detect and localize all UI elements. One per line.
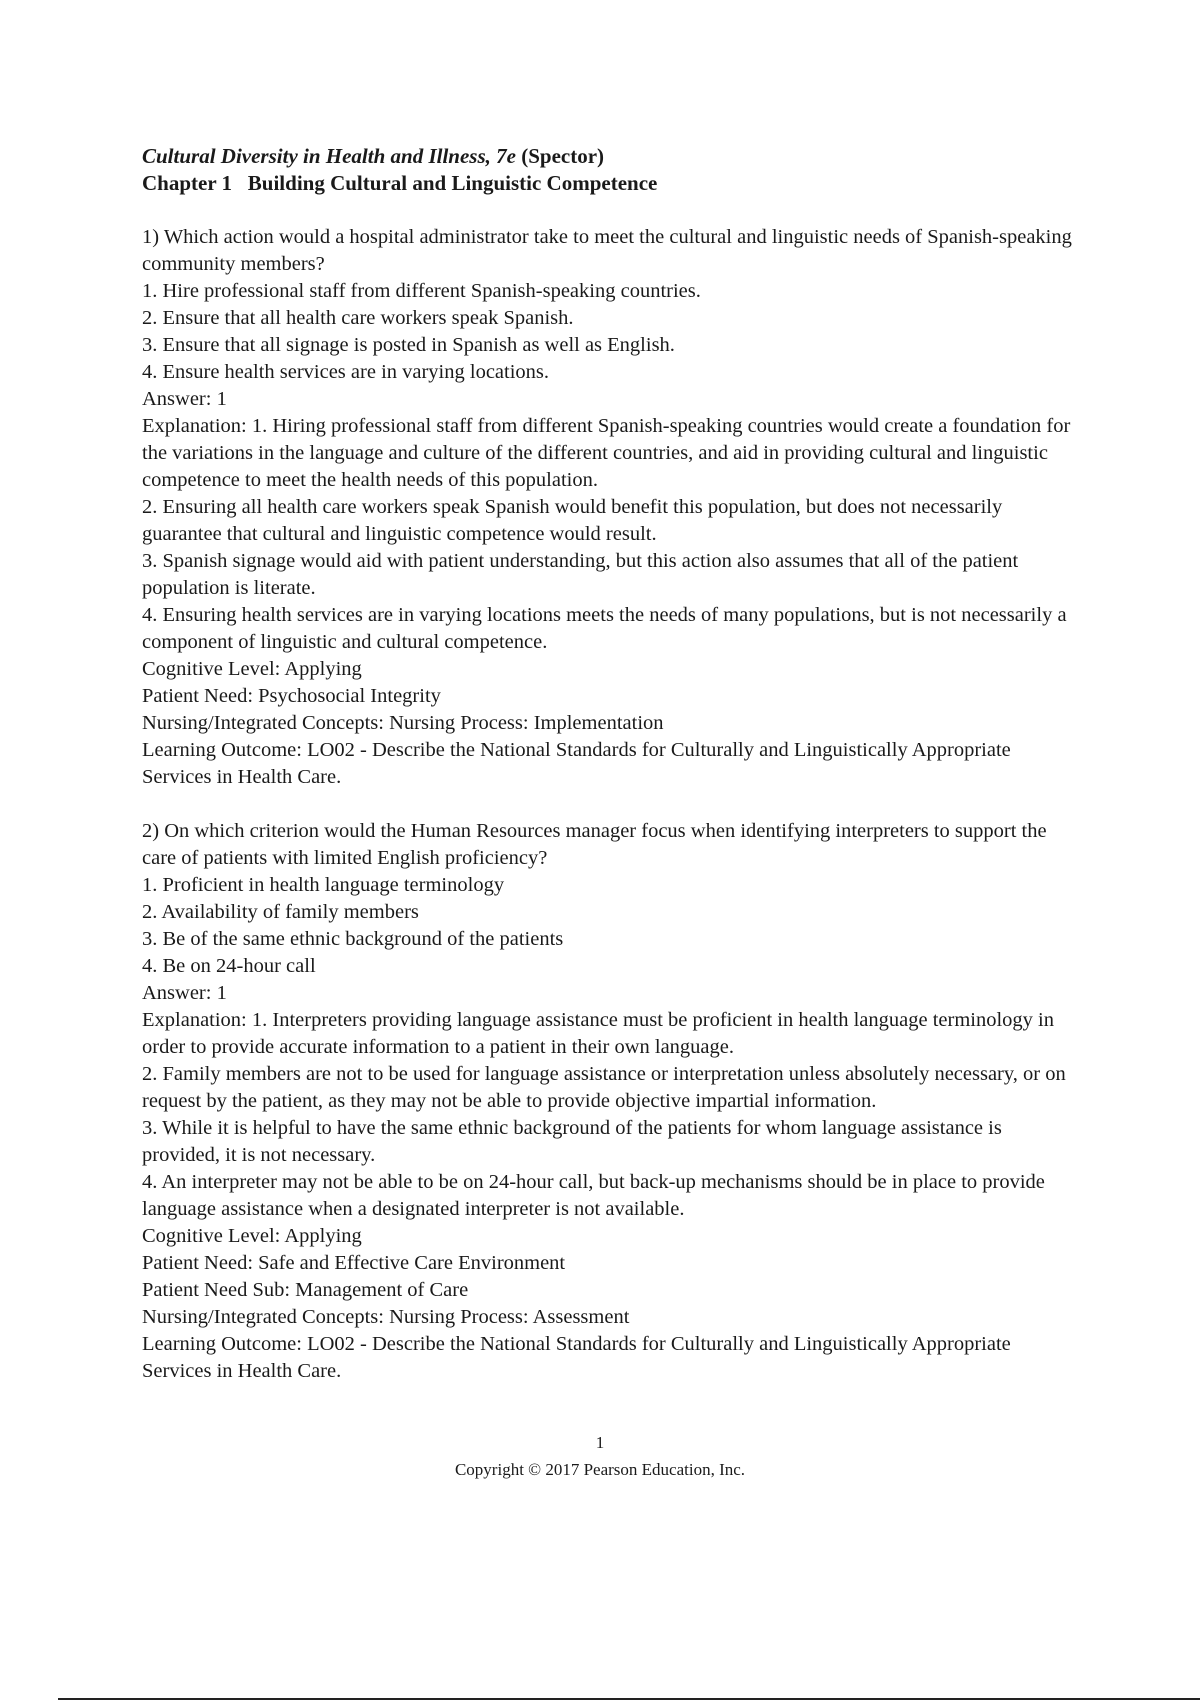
explanation-paragraph: 2. Family members are not to be used for language assistance or interpretation unless absolutely necessary, or on request by the patient, as they may not be able to provide objective impartial information. xyxy=(142,1063,1066,1112)
book-author: (Spector) xyxy=(521,144,605,168)
meta-nursing-concepts: Nursing/Integrated Concepts: Nursing Process: Assessment xyxy=(142,1306,630,1328)
book-title: Cultural Diversity in Health and Illness, 7e xyxy=(142,144,516,168)
meta-patient-need: Patient Need: Safe and Effective Care Environment xyxy=(142,1252,566,1274)
answer-key: Answer: 1 xyxy=(142,388,227,410)
meta-learning-outcome: Learning Outcome: LO02 - Describe the National Standards for Culturally and Linguistically Appropriate Services in Health Care. xyxy=(142,1333,1011,1382)
question-1 xyxy=(142,224,1072,791)
meta-patient-need-sub: Patient Need Sub: Management of Care xyxy=(142,1279,469,1301)
explanation-paragraph: 4. An interpreter may not be able to be on 24-hour call, but back-up mechanisms should be in place to provide language assistance when a designated interpreter is not available. xyxy=(142,1171,1045,1220)
explanation-paragraph: 2. Ensuring all health care workers speak Spanish would benefit this population, but does not necessarily guarantee that cultural and linguistic competence would result. xyxy=(142,496,1003,545)
meta-cognitive-level: Cognitive Level: Applying xyxy=(142,658,362,680)
answer-option: 1. Proficient in health language terminology xyxy=(142,874,505,896)
explanation-paragraph: Explanation: 1. Hiring professional staff from different Spanish-speaking countries would create a foundation for the variations in the language and culture of the different countries, and aid in providing cultural and linguistic competence to meet the health needs of this population. xyxy=(142,415,1071,491)
chapter-title: Chapter 1 Building Cultural and Linguistic Competence xyxy=(142,171,658,195)
answer-key: Answer: 1 xyxy=(142,982,227,1004)
meta-cognitive-level: Cognitive Level: Applying xyxy=(142,1225,362,1247)
meta-patient-need: Patient Need: Psychosocial Integrity xyxy=(142,685,441,707)
answer-option: 3. Ensure that all signage is posted in Spanish as well as English. xyxy=(142,334,675,356)
answer-option: 3. Be of the same ethnic background of the patients xyxy=(142,928,564,950)
answer-option: 2. Availability of family members xyxy=(142,901,419,923)
question-stem: 2) On which criterion would the Human Resources manager focus when identifying interpreters to support the care of patients with limited English proficiency? xyxy=(142,820,1047,869)
page-number: 1 xyxy=(595,1433,605,1452)
question-stem: 1) Which action would a hospital administrator take to meet the cultural and linguistic needs of Spanish-speaking community members? xyxy=(142,226,1072,275)
meta-nursing-concepts: Nursing/Integrated Concepts: Nursing Process: Implementation xyxy=(142,712,664,734)
explanation-paragraph: 3. While it is helpful to have the same ethnic background of the patients for whom language assistance is provided, it is not necessary. xyxy=(142,1117,1002,1166)
explanation-paragraph: 4. Ensuring health services are in varying locations meets the needs of many populations, but is not necessarily a component of linguistic and cultural competence. xyxy=(142,604,1067,653)
book-title-line xyxy=(142,143,1072,170)
copyright-notice: Copyright © 2017 Pearson Education, Inc. xyxy=(454,1460,746,1479)
answer-option: 4. Be on 24-hour call xyxy=(142,955,316,977)
explanation-paragraph: Explanation: 1. Interpreters providing language assistance must be proficient in health language terminology in order to provide accurate information to a patient in their own language. xyxy=(142,1009,1054,1058)
document-page xyxy=(142,143,1072,1385)
answer-option: 2. Ensure that all health care workers speak Spanish. xyxy=(142,307,574,329)
question-2 xyxy=(142,818,1072,1385)
meta-learning-outcome: Learning Outcome: LO02 - Describe the National Standards for Culturally and Linguistically Appropriate Services in Health Care. xyxy=(142,739,1011,788)
explanation-paragraph: 3. Spanish signage would aid with patient understanding, but this action also assumes that all of the patient population is literate. xyxy=(142,550,1019,599)
answer-option: 1. Hire professional staff from different Spanish-speaking countries. xyxy=(142,280,701,302)
answer-option: 4. Ensure health services are in varying locations. xyxy=(142,361,550,383)
